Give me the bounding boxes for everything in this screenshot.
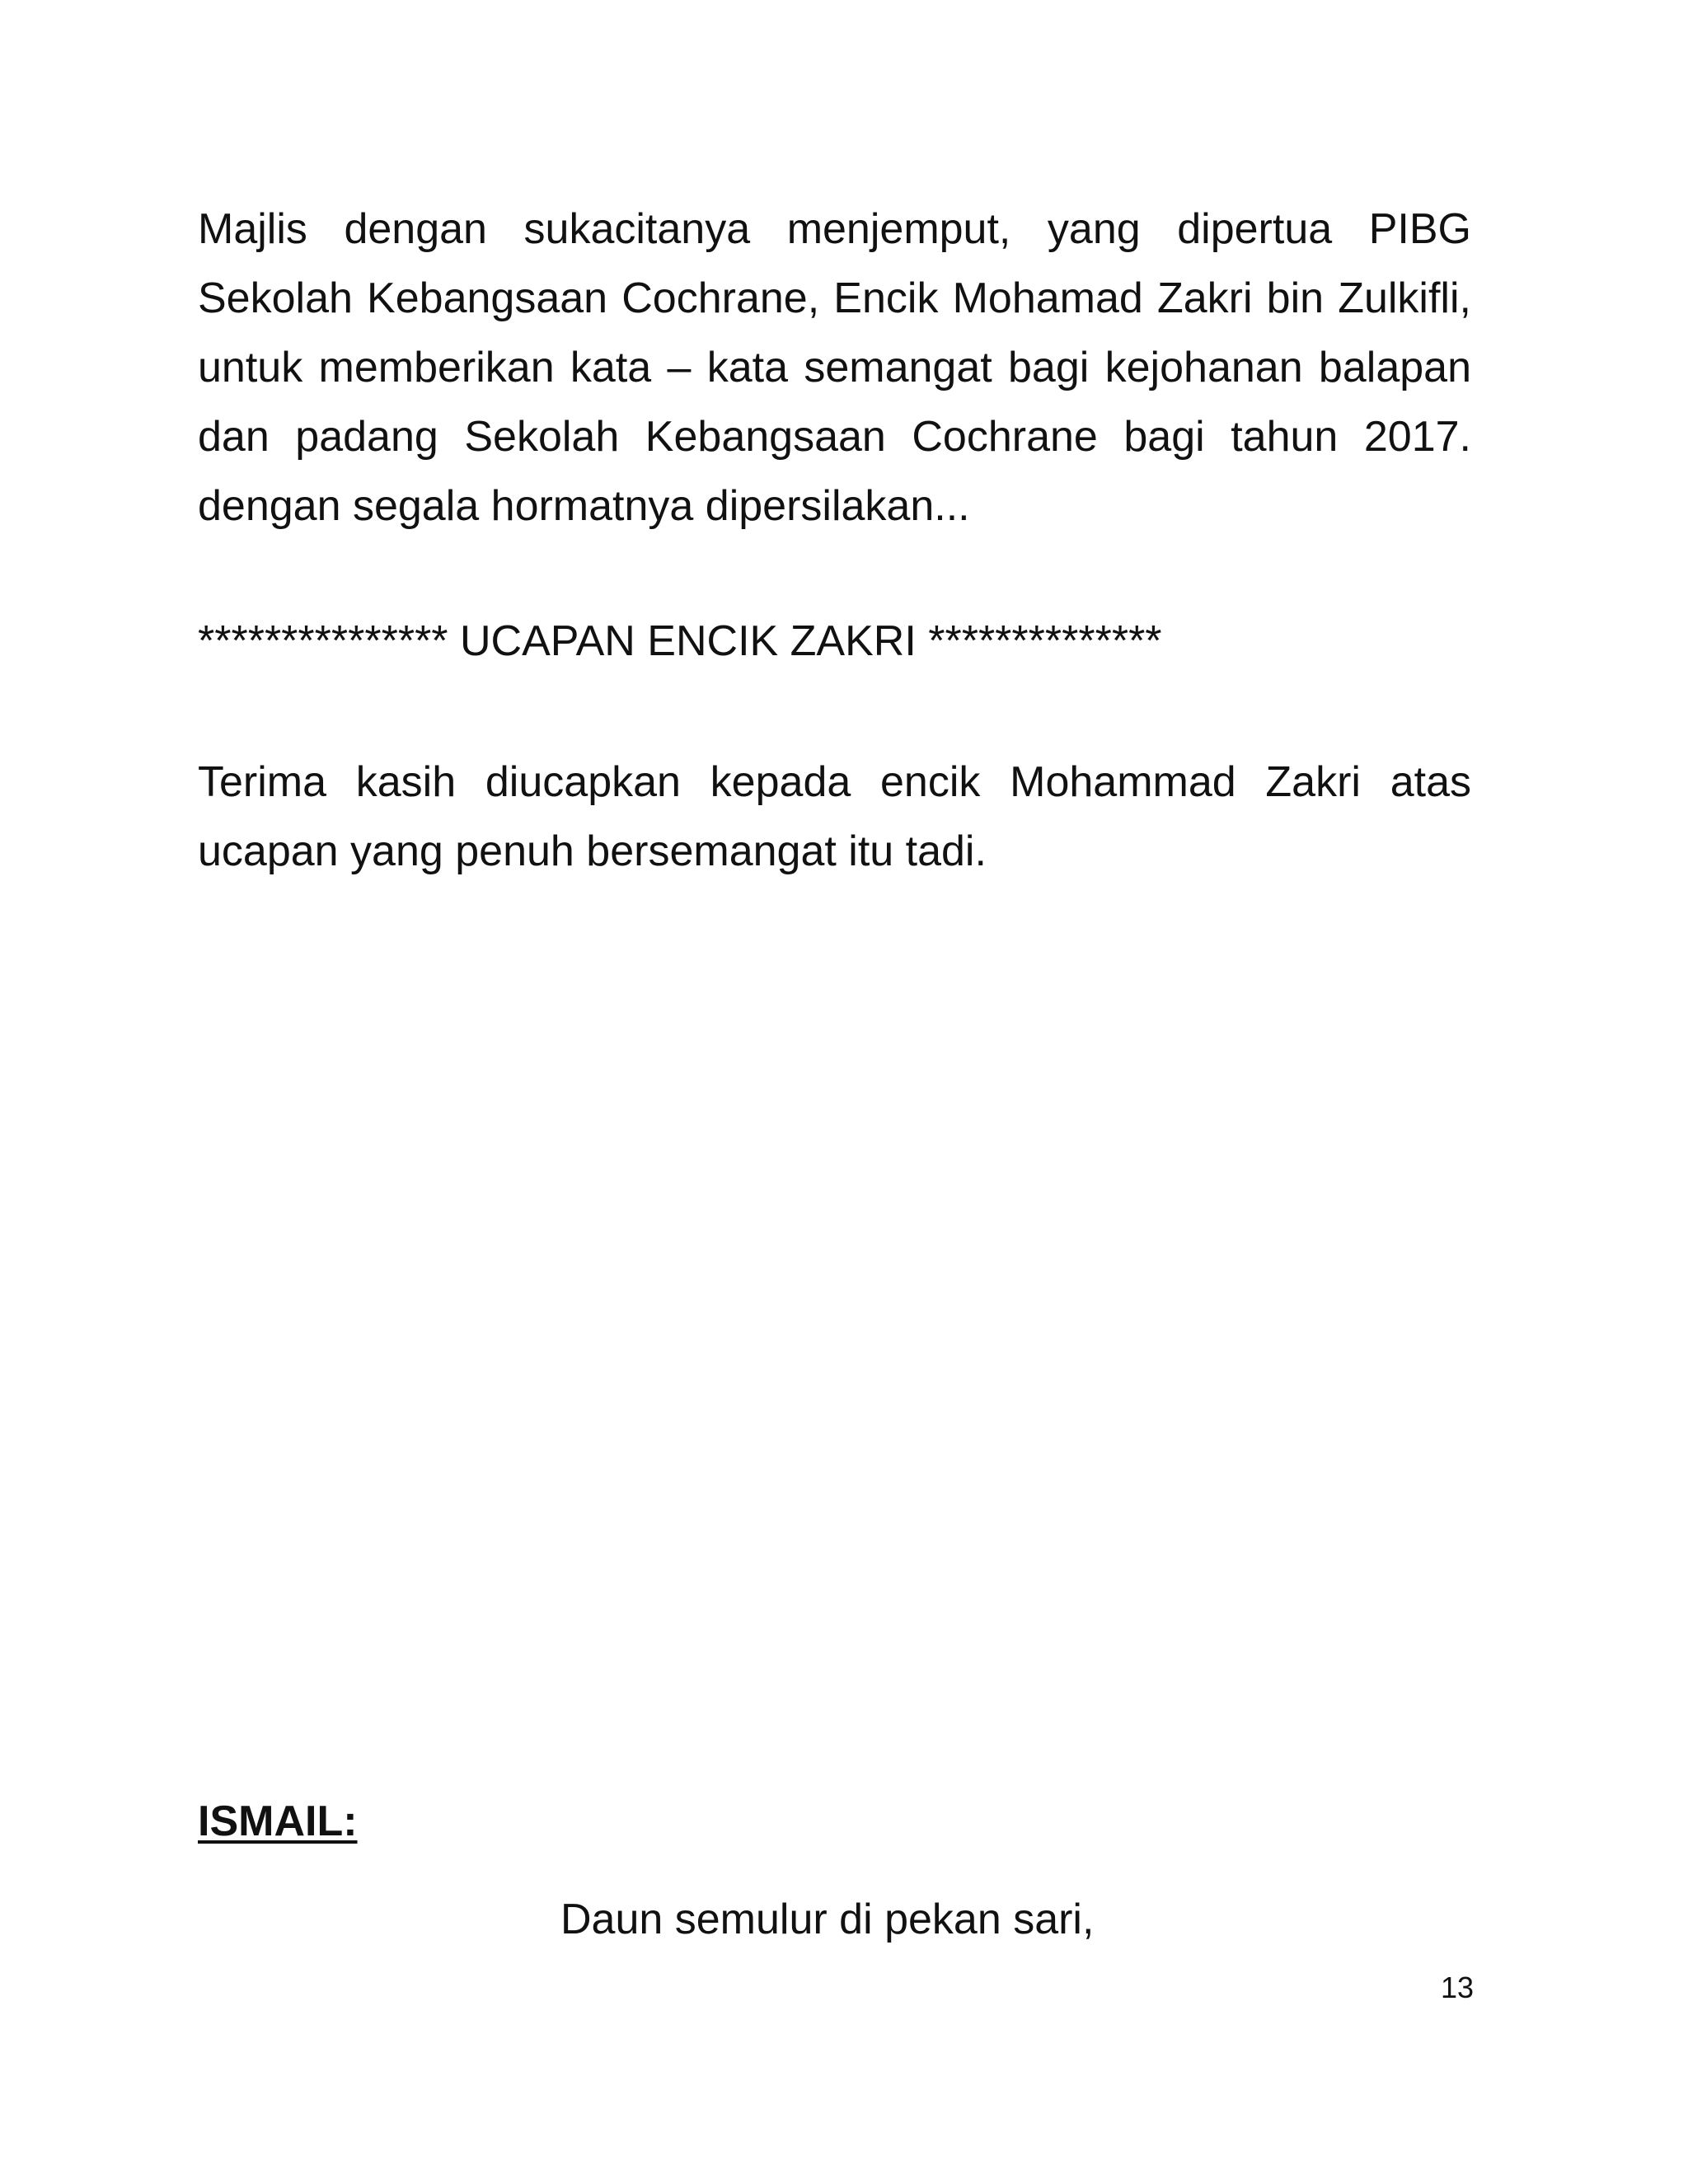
invitation-paragraph: Majlis dengan sukacitanya menjemput, yang dipertua PIBG Sekolah Kebangsaan Cochrane, Encik Mohamad Zakri bin Zulkifli, untuk memberikan kata – kata semangat bagi kejohanan balapan dan padang Sekolah Kebangsaan Cochrane bagi tahun 2017. dengan segala hormatnya dipersilakan... [198, 205, 1471, 530]
speaker-label: ISMAIL: [198, 1797, 358, 1845]
thanks-paragraph: Terima kasih diucapkan kepada encik Mohammad Zakri atas ucapan yang penuh bersemangat itu tadi. [198, 758, 1471, 875]
page-number: 13 [1440, 1971, 1474, 2004]
pantun-line: Daun semulur di pekan sari, [560, 1896, 1095, 1943]
speech-divider: *************** UCAPAN ENCIK ZAKRI ************** [198, 617, 1162, 665]
